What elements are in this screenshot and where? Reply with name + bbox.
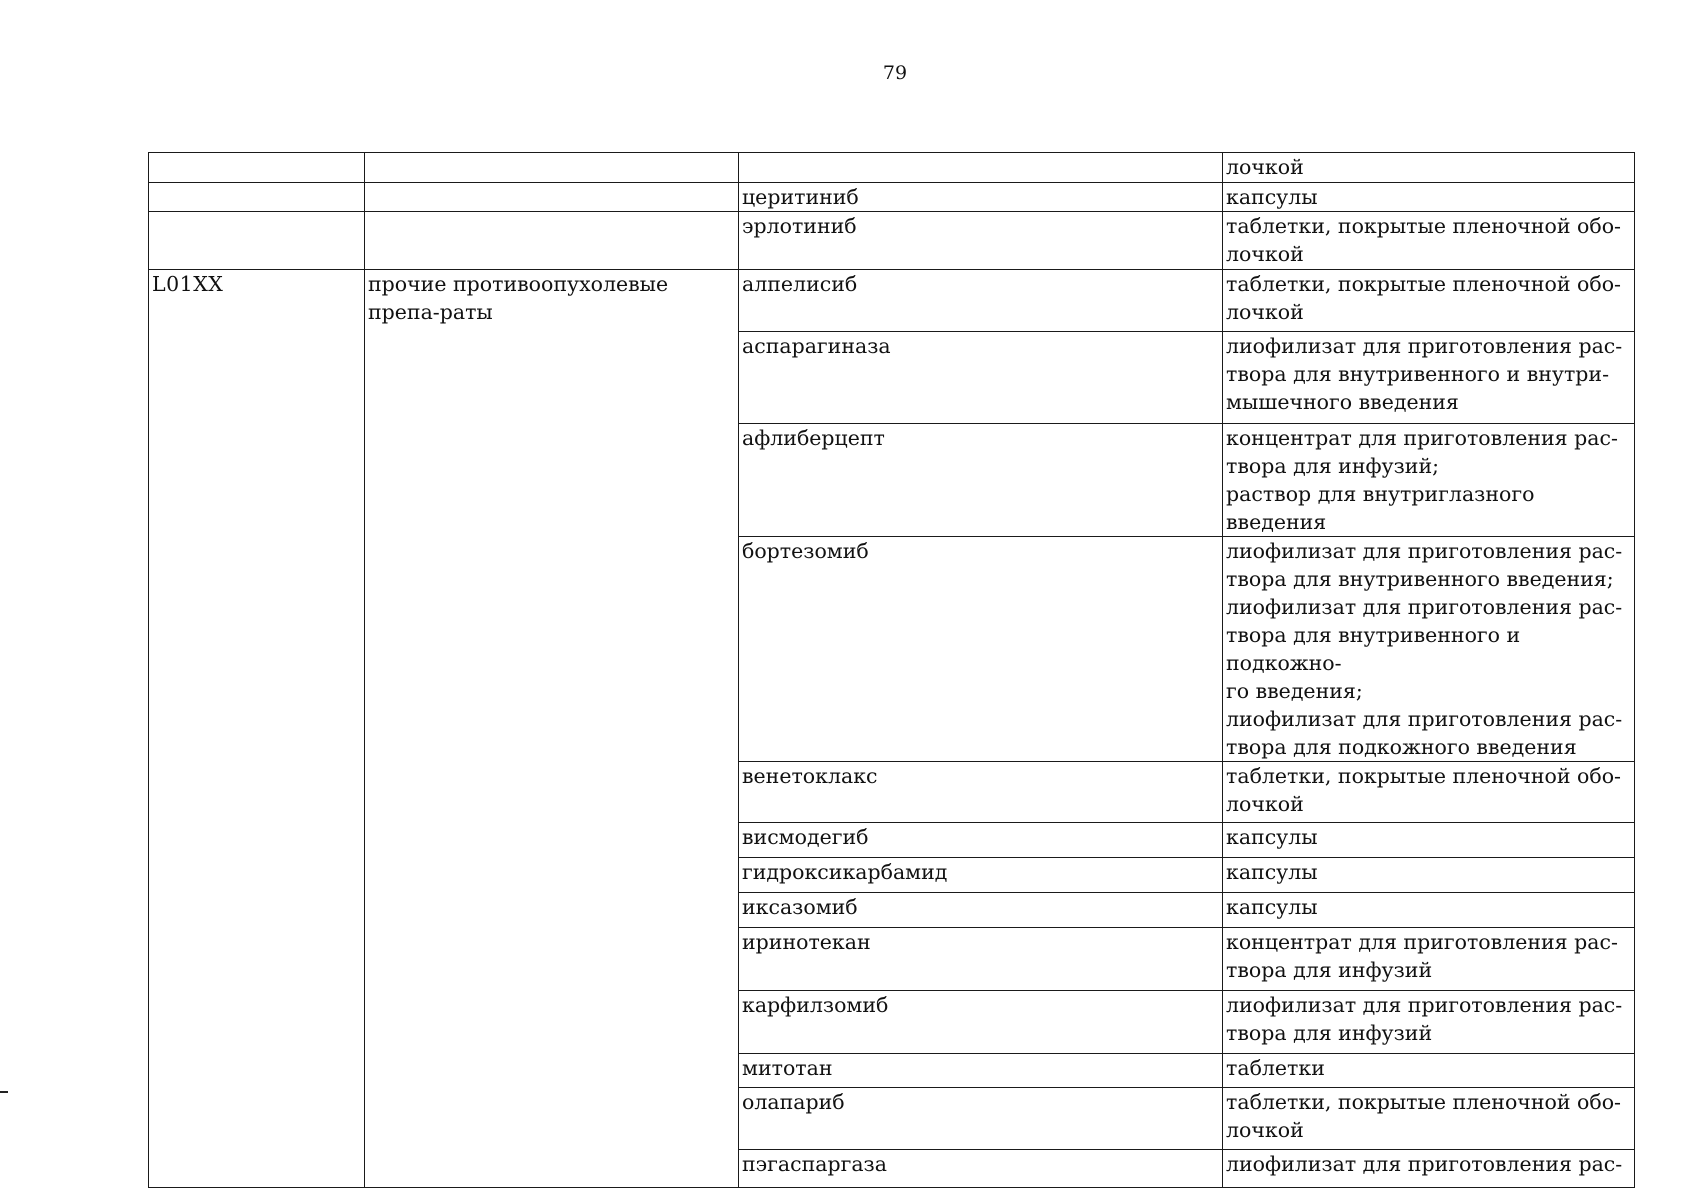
form-text: лочкой	[1226, 792, 1304, 816]
form-text: концентрат для приготовления рас-	[1226, 930, 1618, 954]
drug-name-cell: иринотекан	[739, 928, 1223, 991]
form-text: лиофилизат для приготовления рас-	[1226, 707, 1623, 731]
drug-name-cell: митотан	[739, 1054, 1223, 1088]
form-text: твора для внутривенного введения;	[1226, 567, 1614, 591]
form-cell	[1223, 332, 1635, 424]
code-cell	[149, 212, 365, 270]
form-text: го введения;	[1226, 679, 1363, 703]
atc-code-cell: L01XX	[149, 270, 365, 1188]
margin-mark	[0, 1091, 8, 1093]
form-text: твора для внутривенного и подкожно-	[1226, 623, 1521, 675]
form-cell	[1223, 858, 1635, 893]
drug-name-cell: афлиберцепт	[739, 424, 1223, 537]
form-text: таблетки	[1226, 1056, 1325, 1080]
form-text: твора для инфузий	[1226, 1021, 1433, 1045]
form-cell	[1223, 424, 1635, 537]
drug-name-cell: гидроксикарбамид	[739, 858, 1223, 893]
group-cell	[365, 212, 739, 270]
form-text: лочкой	[1226, 1118, 1304, 1142]
form-text: раствор для внутриглазного введения	[1226, 482, 1535, 534]
form-text: лиофилизат для приготовления рас-	[1226, 993, 1623, 1017]
form-text: капсулы	[1226, 185, 1318, 209]
form-text: мышечного введения	[1226, 390, 1459, 414]
form-text: капсулы	[1226, 895, 1318, 919]
table-row	[149, 270, 1635, 332]
form-text: твора для инфузий;	[1226, 454, 1440, 478]
table-body	[149, 153, 1635, 1188]
form-text: твора для внутривенного и внутри-	[1226, 362, 1610, 386]
table-row	[149, 153, 1635, 183]
form-text: лиофилизат для приготовления рас-	[1226, 595, 1623, 619]
form-text: таблетки, покрытые пленочной обо-	[1226, 1090, 1621, 1114]
form-text: лиофилизат для приготовления рас-	[1226, 539, 1623, 563]
form-cell	[1223, 537, 1635, 762]
drug-name-cell: венетоклакс	[739, 762, 1223, 823]
drug-name-cell: бортезомиб	[739, 537, 1223, 762]
drug-table	[148, 152, 1635, 1188]
drug-name-cell: алпелисиб	[739, 270, 1223, 332]
form-text: лиофилизат для приготовления рас-	[1226, 1152, 1623, 1176]
code-cell	[149, 153, 365, 183]
table-row	[149, 183, 1635, 212]
form-text: лиофилизат для приготовления рас-	[1226, 334, 1623, 358]
drug-name-cell: иксазомиб	[739, 893, 1223, 928]
drug-name-cell: карфилзомиб	[739, 991, 1223, 1054]
form-text: таблетки, покрытые пленочной обо-	[1226, 272, 1621, 296]
drug-name-cell: эрлотиниб	[739, 212, 1223, 270]
form-text: таблетки, покрытые пленочной обо-	[1226, 764, 1621, 788]
form-cell	[1223, 928, 1635, 991]
form-text: лочкой	[1226, 155, 1304, 179]
form-text: лочкой	[1226, 300, 1304, 324]
form-cell	[1223, 991, 1635, 1054]
form-cell	[1223, 1088, 1635, 1150]
drug-name-cell: пэгаспаргаза	[739, 1150, 1223, 1188]
form-cell	[1223, 183, 1635, 212]
page-number: 79	[882, 62, 908, 84]
drug-name-cell: висмодегиб	[739, 823, 1223, 858]
form-cell	[1223, 270, 1635, 332]
drug-name-cell: церитиниб	[739, 183, 1223, 212]
form-cell	[1223, 823, 1635, 858]
drug-name-cell: олапариб	[739, 1088, 1223, 1150]
form-text: лочкой	[1226, 242, 1304, 266]
form-text: таблетки, покрытые пленочной обо-	[1226, 214, 1621, 238]
form-cell	[1223, 153, 1635, 183]
group-cell	[365, 153, 739, 183]
drug-name-cell: аспарагиназа	[739, 332, 1223, 424]
form-text: капсулы	[1226, 860, 1318, 884]
drug-name-cell	[739, 153, 1223, 183]
form-text: твора для подкожного введения	[1226, 735, 1577, 759]
table-row	[149, 212, 1635, 270]
code-cell	[149, 183, 365, 212]
form-cell	[1223, 212, 1635, 270]
form-text: твора для инфузий	[1226, 958, 1433, 982]
form-text: концентрат для приготовления рас-	[1226, 426, 1618, 450]
form-text: капсулы	[1226, 825, 1318, 849]
group-name-cell: прочие противоопухолевые препа-раты	[365, 270, 739, 1188]
form-cell	[1223, 1054, 1635, 1088]
form-cell	[1223, 762, 1635, 823]
group-cell	[365, 183, 739, 212]
form-cell	[1223, 893, 1635, 928]
form-cell	[1223, 1150, 1635, 1188]
